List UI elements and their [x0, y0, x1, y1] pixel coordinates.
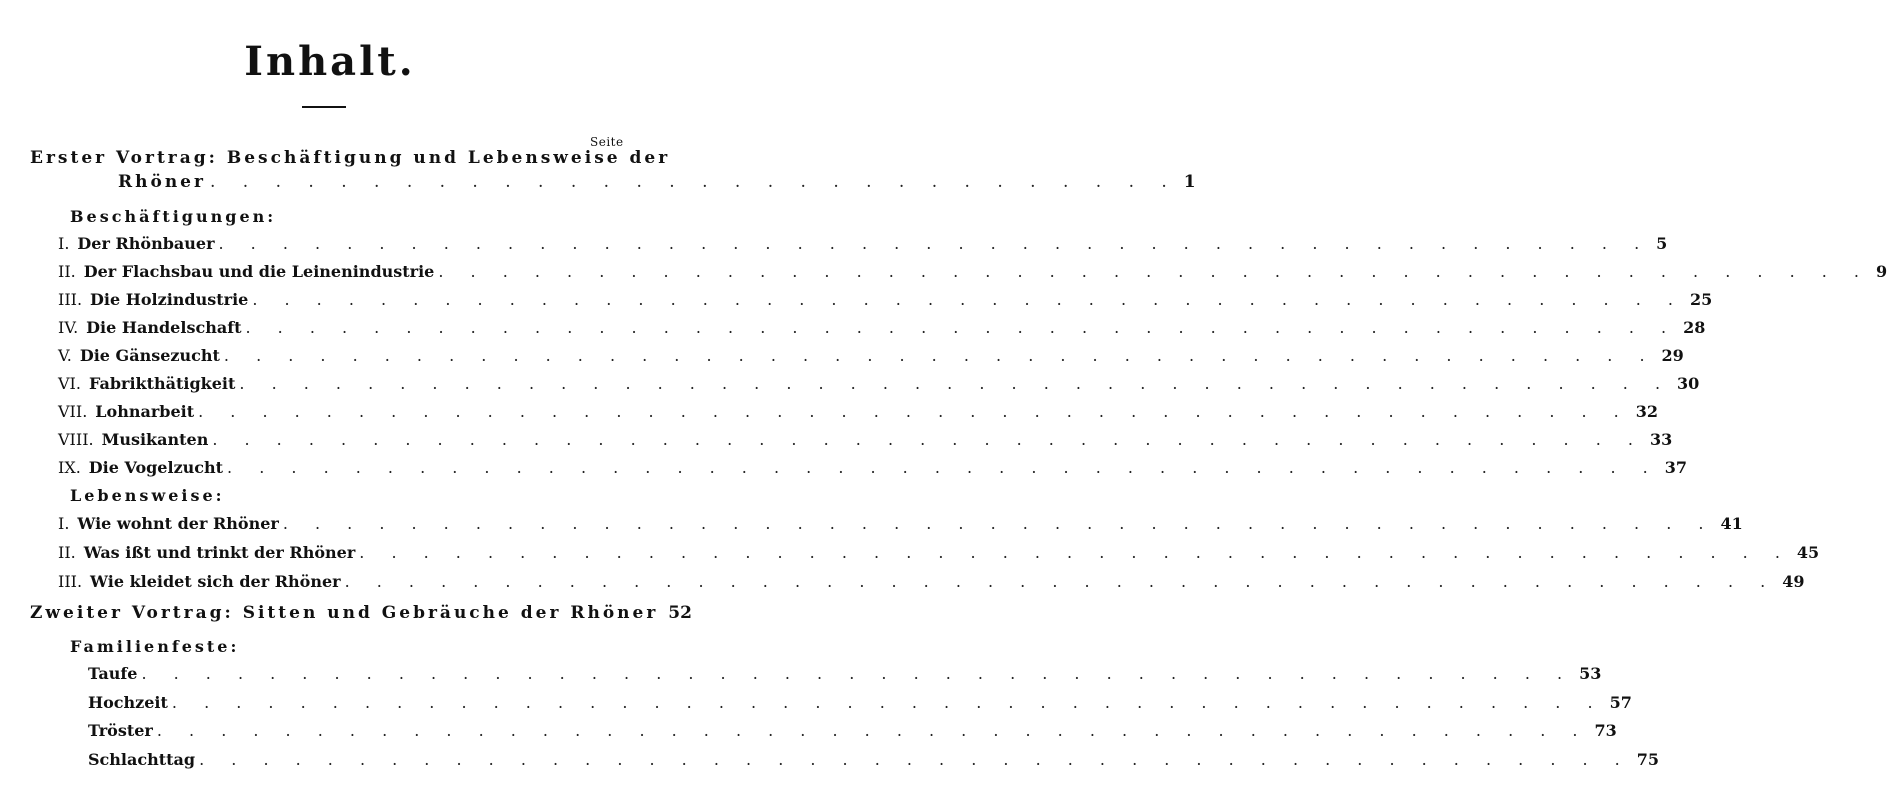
- page-number: 32: [1635, 402, 1659, 421]
- toc-entry: [58, 374, 1700, 398]
- toc-entry: [58, 346, 1684, 370]
- entry-title: Wie kleidet sich der Rhöner: [90, 572, 341, 591]
- page-number: 29: [1661, 346, 1684, 365]
- page-title: Inhalt.: [244, 38, 416, 85]
- seite-column-label: Seite: [590, 135, 624, 149]
- dot-leader: . . . . . . . . . . . . . . . . . . . . . . . . . . . . . . . . . . . . . . . . . . . . .: [198, 402, 1630, 421]
- entry-numeral: III.: [58, 290, 83, 309]
- entry-title: Der Rhönbauer: [77, 234, 215, 253]
- section-heading-beschaeftigungen: [70, 207, 276, 231]
- page-number: 53: [1579, 664, 1602, 683]
- entry-numeral: II.: [58, 543, 76, 562]
- entry-title: Der Flachsbau und die Leinenindustrie: [83, 262, 435, 281]
- entry-title: Tröster: [88, 721, 153, 740]
- page-number: 9: [1876, 262, 1887, 281]
- section-heading-lebensweise: [70, 486, 225, 510]
- dot-leader: . . . . . . . . . . . . . . . . . . . . . . . . . . . . . . . . . . . . . . . . . . . . .: [252, 290, 1684, 309]
- toc-entry: [58, 318, 1706, 342]
- entry-title: Fabrikthätigkeit: [88, 374, 236, 393]
- dot-leader: . . . . . . . . . . . . . . . . . . . . . . . . . . . . . .: [209, 172, 1178, 192]
- page-number: 33: [1649, 430, 1673, 449]
- dot-leader: . . . . . . . . . . . . . . . . . . . . . . . . . . . . . . . . . . . . . . . . . . . . .: [199, 749, 1631, 769]
- toc-entry: [58, 458, 1687, 482]
- page-number: 49: [1782, 572, 1805, 591]
- toc-entry: [58, 262, 1887, 286]
- title-rule: [302, 106, 346, 108]
- entry-title: Wie wohnt der Rhöner: [77, 514, 279, 533]
- page-number: 25: [1689, 290, 1713, 309]
- page-number: 30: [1677, 374, 1700, 393]
- page-number: 75: [1636, 749, 1660, 769]
- page-number: 37: [1664, 458, 1687, 477]
- dot-leader: . . . . . . . . . . . . . . . . . . . . . . . . . . . . . . . . . . . . . . . . . . . . .: [282, 514, 1715, 533]
- dot-leader: . . . . . . . . . . . . . . . . . . . . . . . . . . . . . . . . . . . . . . . . . . . . .: [218, 234, 1651, 253]
- entry-numeral: V.: [58, 346, 72, 365]
- page-number: 28: [1683, 318, 1706, 337]
- vortrag1-title: Erster Vortrag: Beschäftigung und Lebensweise der: [30, 148, 671, 168]
- vortrag2-title: Zweiter Vortrag: Sitten und Gebräuche der Rhöner: [30, 603, 659, 623]
- entry-numeral: VII.: [58, 402, 88, 421]
- page-number: 73: [1594, 721, 1617, 740]
- dot-leader: . . . . . . . . . . . . . . . . . . . . . . . . . . . . . . . . . . . . . . . . . . . . .: [245, 318, 1678, 337]
- entry-title: Hochzeit: [88, 692, 168, 712]
- entry-title: Die Vogelzucht: [88, 458, 224, 477]
- entry-title: Die Handelschaft: [86, 318, 242, 337]
- section-heading-text: Beschäftigungen:: [70, 207, 277, 226]
- dot-leader: . . . . . . . . . . . . . . . . . . . . . . . . . . . . . . . . . . . . . . . . . . . . .: [212, 430, 1644, 449]
- entry-title: Die Gänsezucht: [79, 346, 220, 365]
- entry-numeral: I.: [58, 514, 70, 533]
- section-heading-text: Lebensweise:: [70, 486, 225, 505]
- page-number: 41: [1720, 514, 1743, 533]
- page-number: 5: [1656, 234, 1668, 253]
- page-number: 1: [1183, 172, 1196, 192]
- toc-entry-vortrag2: [30, 603, 692, 627]
- entry-numeral: VI.: [58, 374, 81, 393]
- page-number: 52: [668, 603, 692, 623]
- toc-entry: [58, 234, 1668, 258]
- toc-entry: [58, 290, 1713, 314]
- vortrag1-heading-line1: [30, 148, 671, 172]
- entry-title: Musikanten: [101, 430, 209, 449]
- toc-entry: [88, 692, 1632, 717]
- page-number: 45: [1796, 543, 1820, 562]
- toc-entry: [58, 402, 1659, 426]
- toc-entry: [88, 664, 1602, 688]
- dot-leader: . . . . . . . . . . . . . . . . . . . . . . . . . . . . . . . . . . . . . . . . . . . . .: [141, 664, 1574, 683]
- section-heading-text: Familienfeste:: [70, 637, 240, 656]
- section-heading-familienfeste: [70, 637, 239, 661]
- toc-entry: [88, 721, 1617, 745]
- entry-numeral: IX.: [58, 458, 81, 477]
- entry-numeral: I.: [58, 234, 70, 253]
- toc-entry: [58, 430, 1673, 454]
- entry-title: Die Holzindustrie: [90, 290, 249, 309]
- dot-leader: . . . . . . . . . . . . . . . . . . . . . . . . . . . . . . . . . . . . . . . . . . . . .: [156, 721, 1589, 740]
- entry-numeral: IV.: [58, 318, 79, 337]
- dot-leader: . . . . . . . . . . . . . . . . . . . . . . . . . . . . . . . . . . . . . . . . . . . . .: [223, 346, 1656, 365]
- dot-leader: . . . . . . . . . . . . . . . . . . . . . . . . . . . . . . . . . . . . . . . . . . . . .: [438, 262, 1870, 281]
- dot-leader: . . . . . . . . . . . . . . . . . . . . . . . . . . . . . . . . . . . . . . . . . . . . .: [171, 692, 1604, 712]
- entry-title: Taufe: [88, 664, 138, 683]
- dot-leader: . . . . . . . . . . . . . . . . . . . . . . . . . . . . . . . . . . . . . . . . . . . . .: [239, 374, 1672, 393]
- dot-leader: . . . . . . . . . . . . . . . . . . . . . . . . . . . . . . . . . . . . . . . . . . . . .: [344, 572, 1777, 591]
- vortrag1-title-cont: Rhöner: [118, 172, 206, 192]
- toc-entry: [58, 514, 1743, 538]
- toc-entry: [58, 543, 1820, 567]
- page-number: 57: [1609, 692, 1632, 712]
- entry-numeral: III.: [58, 572, 83, 591]
- toc-entry: [88, 749, 1660, 774]
- toc-entry-vortrag1: [118, 172, 1196, 196]
- entry-numeral: VIII.: [58, 430, 94, 449]
- entry-title: Was ißt und trinkt der Rhöner: [83, 543, 356, 562]
- dot-leader: . . . . . . . . . . . . . . . . . . . . . . . . . . . . . . . . . . . . . . . . . . . . .: [359, 543, 1791, 562]
- entry-title: Lohnarbeit: [95, 402, 195, 421]
- entry-numeral: II.: [58, 262, 76, 281]
- entry-title: Schlachttag: [88, 749, 196, 769]
- toc-entry: [58, 572, 1805, 596]
- dot-leader: . . . . . . . . . . . . . . . . . . . . . . . . . . . . . . . . . . . . . . . . . . . . .: [227, 458, 1659, 477]
